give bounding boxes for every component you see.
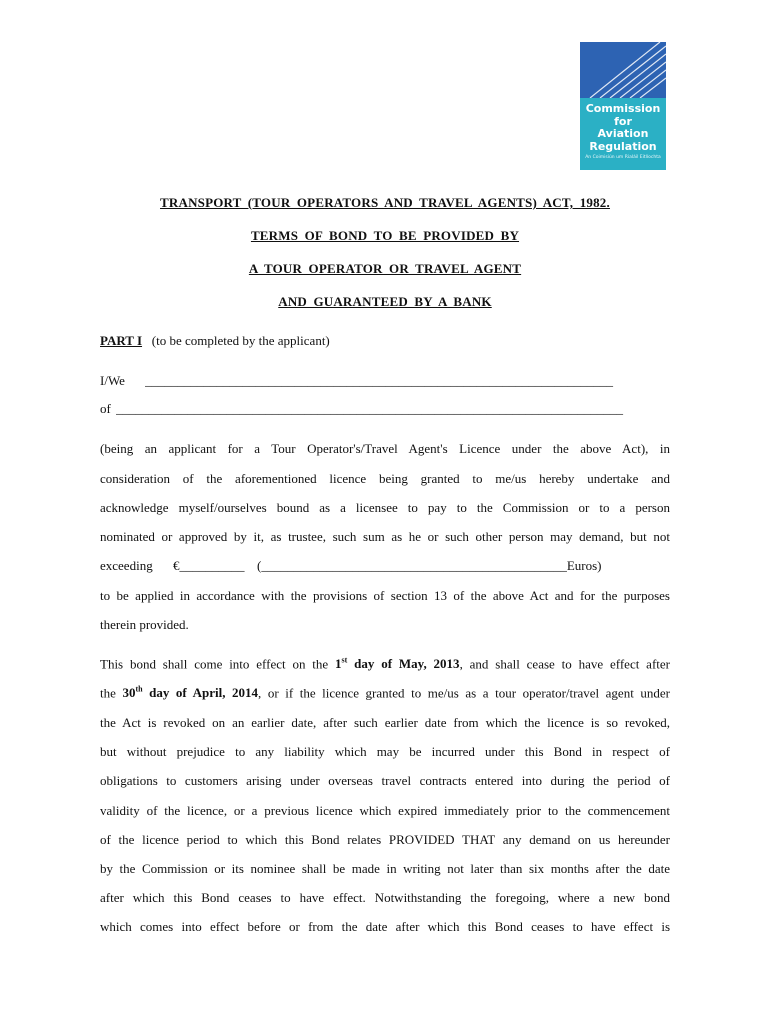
para2-line: but without prejudice to any liability which may be incurred under this Bond in respect of: [100, 744, 670, 759]
logo-tagline: An Coimisiún um Rialáil Eitlíochta: [585, 155, 661, 160]
act-title-text: TRANSPORT (TOUR OPERATORS AND TRAVEL AGENTS) ACT, 1982.: [160, 195, 610, 210]
logo-graphic: [580, 42, 666, 98]
para2-text: This bond shall come into effect on the: [100, 656, 336, 672]
terms-heading-text: TERMS OF BOND TO BE PROVIDED BY: [250, 228, 520, 243]
amount-row: [100, 558, 670, 574]
para2-line: [100, 685, 670, 701]
logo-line: Commission: [585, 102, 661, 115]
para2-line: of the licence period to which this Bond relates PROVIDED THAT any demand on us hereunder: [100, 832, 670, 847]
start-day-suffix: st: [341, 656, 348, 665]
para1-line: (being an applicant for a Tour Operator's/Travel Agent's Licence under the above Act), in: [100, 441, 670, 456]
para2-line: obligations to customers arising under overseas travel contracts entered into during the period of: [100, 773, 670, 788]
end-day-suffix: th: [135, 685, 143, 694]
para1-line: consideration of the aforementioned licence being granted to me/us hereby undertake and: [100, 471, 670, 486]
act-title: [0, 195, 770, 211]
para2-line: the Act is revoked on an earlier date, after such earlier date from which the licence is so revoked,: [100, 715, 670, 730]
para2-text: , and shall cease to have effect after: [459, 656, 670, 672]
para2-text: the: [100, 685, 123, 701]
iwe-input-line[interactable]: ________________________________________________________________________: [145, 373, 613, 388]
exceeding-label: exceeding: [100, 558, 153, 573]
start-date: [335, 656, 460, 671]
para1-line: nominated or approved by it, as trustee, such sum as he or such other person may demand, but not: [100, 529, 670, 544]
end-date: [122, 685, 258, 700]
para2-line: validity of the licence, or a previous licence which expired immediately prior to the commencement: [100, 803, 670, 818]
iwe-field-row: [100, 373, 670, 389]
terms-heading: [0, 228, 770, 244]
operator-heading: [0, 261, 770, 277]
of-input-line[interactable]: ______________________________________________________________________________: [116, 401, 623, 416]
euro-amount-field[interactable]: €__________: [173, 558, 245, 573]
part-one-note: (to be completed by the applicant): [151, 333, 330, 348]
end-month-year: day of April, 2014: [142, 685, 259, 701]
para2-line: by the Commission or its nominee shall be made in writing not later than six months after the date: [100, 861, 670, 876]
para1-line: therein provided.: [100, 617, 189, 632]
part-one-header: [100, 333, 670, 349]
bank-heading: [0, 294, 770, 310]
start-month-year: day of May, 2013: [347, 656, 460, 672]
logo-text-block: [580, 98, 666, 170]
bank-heading-text: AND GUARANTEED BY A BANK: [278, 294, 492, 309]
para2-line: [100, 656, 670, 672]
para1-line: acknowledge myself/ourselves bound as a licensee to pay to the Commission or to a person: [100, 500, 670, 515]
end-day: 30: [122, 685, 136, 701]
logo-line: for: [614, 114, 632, 128]
euro-words-field[interactable]: (_______________________________________________Euros): [257, 558, 602, 573]
para2-line: which comes into effect before or from the date after which this Bond ceases to have effect is: [100, 919, 670, 934]
iwe-label: I/We: [100, 373, 125, 388]
para2-text: , or if the licence granted to me/us as a tour operator/travel agent under: [258, 685, 670, 701]
para1-line: to be applied in accordance with the provisions of section 13 of the above Act and for the purposes: [100, 588, 670, 603]
commission-logo: [580, 42, 666, 170]
part-one-label: PART I: [100, 333, 143, 348]
of-field-row: [100, 401, 670, 417]
logo-line: Regulation: [589, 139, 657, 153]
of-label: of: [100, 401, 111, 416]
start-day: 1: [335, 656, 342, 672]
logo-line: Aviation: [597, 127, 649, 140]
para2-line: after which this Bond ceases to have effect. Notwithstanding the foregoing, where a new bond: [100, 890, 670, 905]
operator-heading-text: A TOUR OPERATOR OR TRAVEL AGENT: [248, 261, 522, 276]
